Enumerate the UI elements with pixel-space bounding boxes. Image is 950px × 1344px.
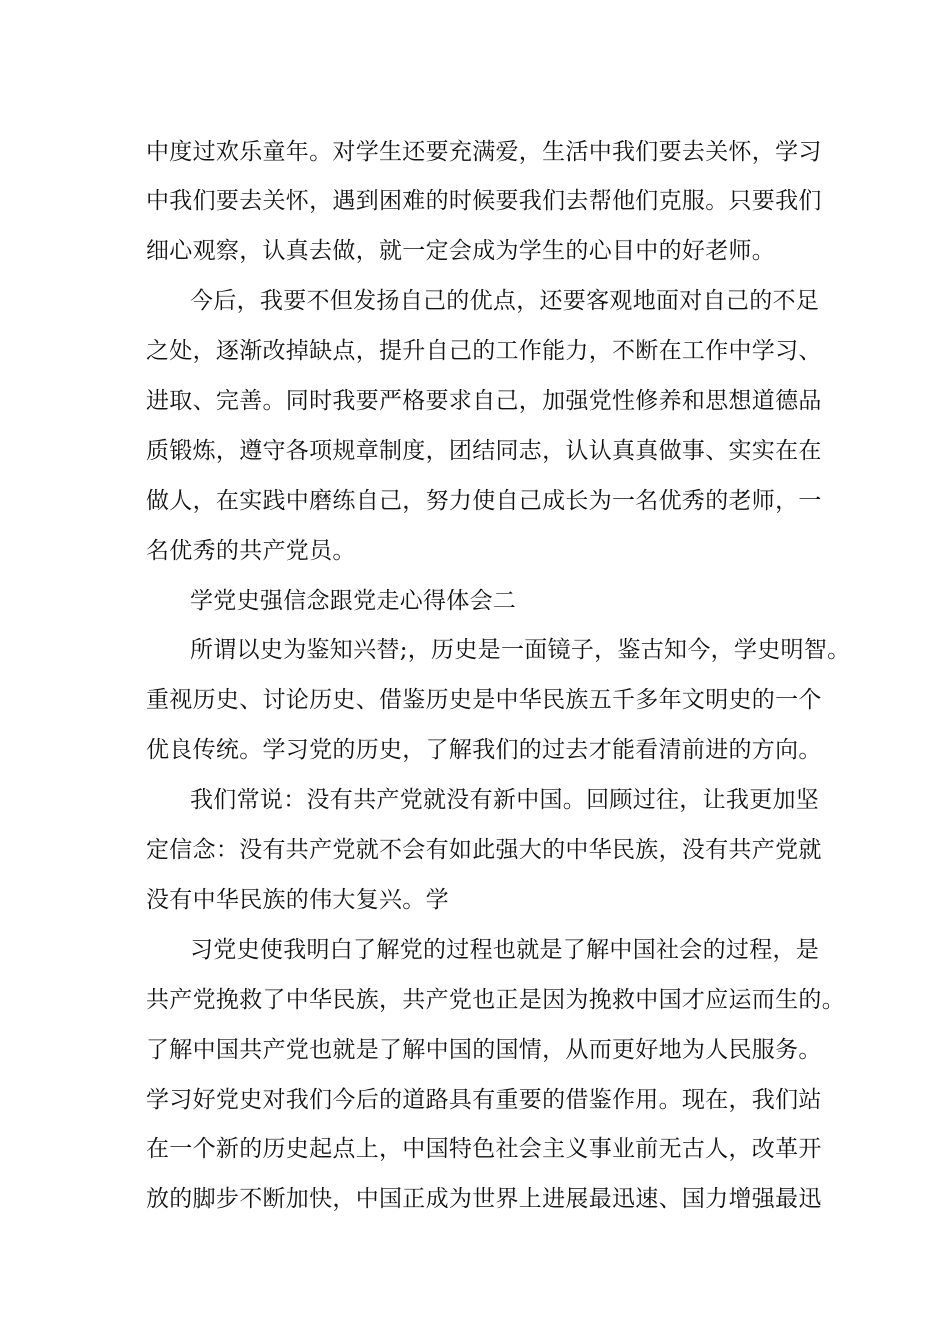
text-line: 在一个新的历史起点上，中国特色社会主义事业前无古人，改革开 bbox=[146, 1136, 822, 1162]
text-line: 共产党挽救了中华民族，共产党也正是因为挽救中国才应运而生的。 bbox=[146, 987, 845, 1013]
text-line: 了解中国共产党也就是了解中国的国情，从而更好地为人民服务。 bbox=[146, 1037, 822, 1063]
text-line: 中我们要去关怀，遇到困难的时候要我们去帮他们克服。只要我们 bbox=[146, 188, 822, 214]
text-line: 中度过欢乐童年。对学生还要充满爱，生活中我们要去关怀，学习 bbox=[146, 139, 822, 165]
text-line: 名优秀的共产党员。 bbox=[146, 538, 356, 564]
section-heading: 学党史强信念跟党走心得体会二 bbox=[190, 588, 517, 614]
text-line: 细心观察，认真去做，就一定会成为学生的心目中的好老师。 bbox=[146, 238, 776, 264]
paragraph-start: 今后，我要不但发扬自己的优点，还要客观地面对自己的不足 bbox=[190, 288, 820, 314]
text-line: 放的脚步不断加快，中国正成为世界上进展最迅速、国力增强最迅 bbox=[146, 1186, 822, 1212]
text-line: 重视历史、讨论历史、借鉴历史是中华民族五千多年文明史的一个 bbox=[146, 687, 822, 713]
text-line: 定信念：没有共产党就不会有如此强大的中华民族，没有共产党就 bbox=[146, 837, 822, 863]
text-line: 学习好党史对我们今后的道路具有重要的借鉴作用。现在，我们站 bbox=[146, 1087, 822, 1113]
paragraph-start: 所谓以史为鉴知兴替;，历史是一面镜子，鉴古知今，学史明智。 bbox=[190, 637, 851, 663]
text-line: 质锻炼，遵守各项规章制度，团结同志，认认真真做事、实实在在 bbox=[146, 438, 822, 464]
text-line: 做人，在实践中磨练自己，努力使自己成长为一名优秀的老师，一 bbox=[146, 488, 822, 514]
text-line: 进取、完善。同时我要严格要求自己，加强党性修养和思想道德品 bbox=[146, 388, 822, 414]
text-line: 优良传统。学习党的历史，了解我们的过去才能看清前进的方向。 bbox=[146, 737, 822, 763]
paragraph-start: 我们常说：没有共产党就没有新中国。回顾过往，让我更加坚 bbox=[190, 787, 820, 813]
text-line: 没有中华民族的伟大复兴。学 bbox=[146, 887, 449, 913]
text-line: 之处，逐渐改掉缺点，提升自己的工作能力，不断在工作中学习、 bbox=[146, 338, 822, 364]
paragraph-start: 习党史使我明白了解党的过程也就是了解中国社会的过程，是 bbox=[190, 937, 820, 963]
